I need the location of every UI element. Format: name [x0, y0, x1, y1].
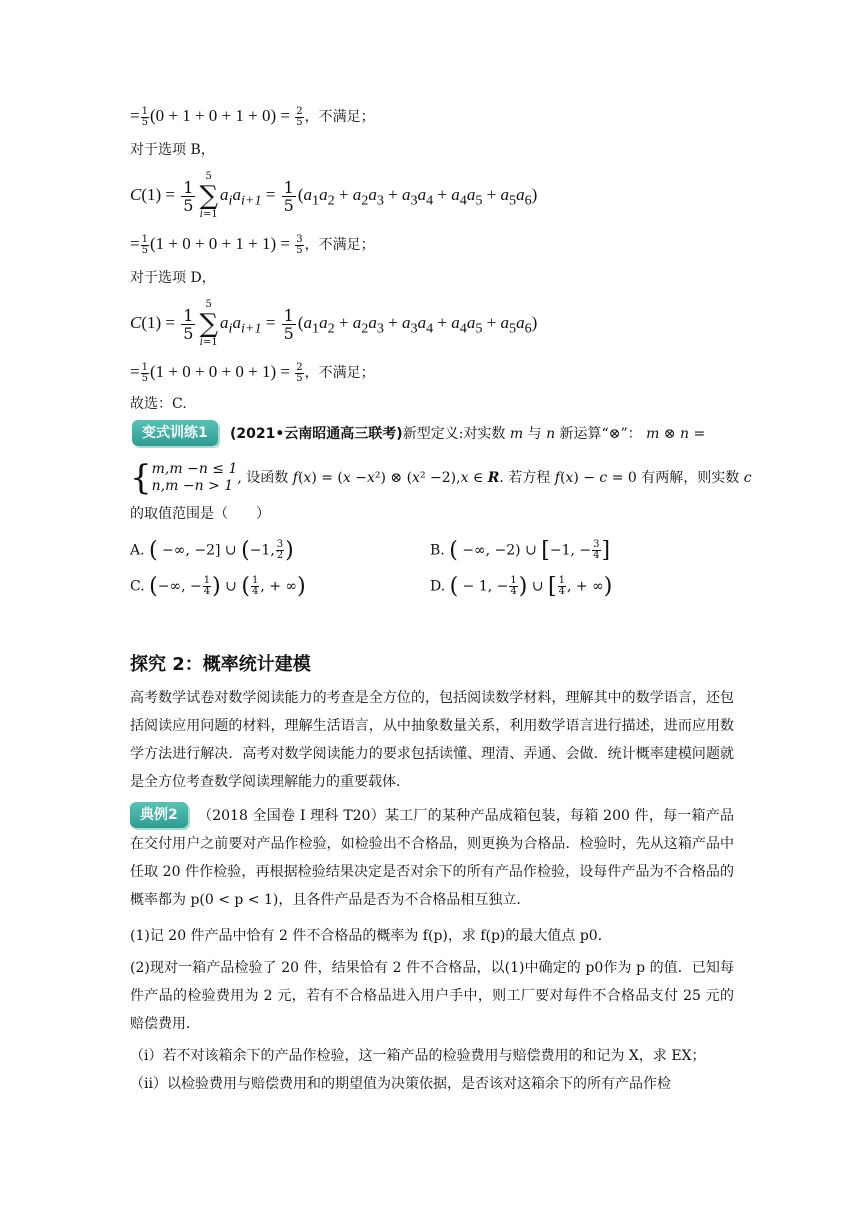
- option-c: C. (−∞, − $\frac{1}{4}$ ) ∪ ( $\frac{1}{4}$ , + ∞): [130, 574, 306, 599]
- option-b-label: 对于选项 B，: [130, 142, 215, 158]
- section-title: 探究 2：概率统计建模: [130, 654, 311, 675]
- exercise1-line2: { m,m −n ≤ 1 n,m −n > 1 , 设函数 f(x) = (x −x²) ⊗ (x² −2),x ∈ R. 若方程 f(x) − c = 0 有两解，则实数 c: [130, 458, 752, 498]
- question-1: (1)记 20 件产品中恰有 2 件不合格品的概率为 f(p)，求 f(p)的最大值点 p0．: [130, 928, 612, 944]
- formula-b: C(1) = $\frac{1}{5}$ 5 ∑ i=1 $a_ia_{i+1}$ = $\frac{1}{5}$ $(a_1a_2 + a_2a_3 + a_3a_4 + a_4a_5 + a_5a_6)$: [130, 171, 538, 220]
- result-d: = $\frac{1}{5}$ (1 + 0 + 0 + 0 + 1) = $\frac{2}{5}$ ，不满足；: [130, 361, 375, 384]
- exercise1-line3: 的取值范围是（ ）: [130, 506, 270, 522]
- exercise1-source: (2021•云南昭通高三联考): [230, 426, 403, 442]
- option-a-label: A.: [130, 542, 145, 559]
- exercise1-line1: (2021•云南昭通高三联考)新型定义:对实数 m 与 n 新运算“⊗”： m ⊗ n =: [230, 426, 706, 442]
- eq-a-line: = $\frac{1}{5}$ (0 + 1 + 0 + 1 + 0) = $\frac{2}{5}$ ，不满足；: [130, 105, 375, 128]
- result-b: = $\frac{1}{5}$ (1 + 0 + 0 + 1 + 1) = $\frac{3}{5}$ ，不满足；: [130, 233, 375, 256]
- example2-text: 某工厂的某种产品成箱包装，每箱 200 件，每一箱产品在交付用户之前要对产品作检验，如检验出不合格品，则更换为合格品．检验时，先从这箱产品中任取 20 件作检验，再根据检验结果决定是否对余下的所有产品作检验，设每件产品为不合格品的概率都为 p(0 < p < 1)，且各件产品是否为不合格品相互独立．: [130, 808, 734, 908]
- formula-d: C(1) = $\frac{1}{5}$ 5 ∑ i=1 $a_ia_{i+1}$ = $\frac{1}{5}$ $(a_1a_2 + a_2a_3 + a_3a_4 + a_4a_5 + a_5a_6)$: [130, 299, 538, 348]
- example-badge: 典例2: [130, 802, 188, 828]
- option-b-label-opt: B.: [430, 542, 445, 559]
- conclusion: 故选：C.: [130, 396, 187, 412]
- option-a: A. ( −∞, −2] ∪ (−1, $\frac{3}{2}$ ): [130, 538, 294, 563]
- case-2: n,m −n > 1: [151, 478, 234, 494]
- option-d-label: 对于选项 D，: [130, 270, 216, 286]
- question-2-i: （i）若不对该箱余下的产品作检验，这一箱产品的检验费用与赔偿费用的和记为 X，求 EX；: [130, 1048, 706, 1064]
- option-c-label: C.: [130, 578, 145, 595]
- example2-body: [130, 802, 734, 914]
- option-b: B. ( −∞, −2) ∪ [−1, − $\frac{3}{4}$ ]: [430, 538, 611, 563]
- intro-paragraph: 高考数学试卷对数学阅读能力的考查是全方位的，包括阅读数学材料，理解其中的数学语言，还包括阅读应用问题的材料，理解生活语言，从中抽象数量关系，利用数学语言进行描述，进而应用数学方法进行解决．高考对数学阅读能力的要求包括读懂、理清、弄通、会做．统计概率建模问题就是全方位考查数学阅读理解能力的重要载体．: [130, 690, 734, 790]
- exercise-badge: 变式训练1: [132, 420, 218, 446]
- option-d: D. ( − 1, − $\frac{1}{4}$ ) ∪ [ $\frac{1}{4}$ , + ∞): [430, 574, 613, 599]
- option-d-label-opt: D.: [430, 578, 446, 595]
- example2-source: （2018 全国卷 I 理科 T20）: [198, 808, 385, 824]
- question-2-ii: （ii）以检验费用与赔偿费用和的期望值为决策依据，是否该对这箱余下的所有产品作检: [130, 1076, 671, 1092]
- question-2: (2)现对一箱产品检验了 20 件，结果恰有 2 件不合格品，以(1)中确定的 p0作为 p 的值．已知每件产品的检验费用为 2 元，若有不合格品进入用户手中，则工厂要对每件不合格品支付 25 元的赔偿费用．: [130, 960, 734, 1032]
- case-1: m,m −n ≤ 1: [151, 461, 238, 477]
